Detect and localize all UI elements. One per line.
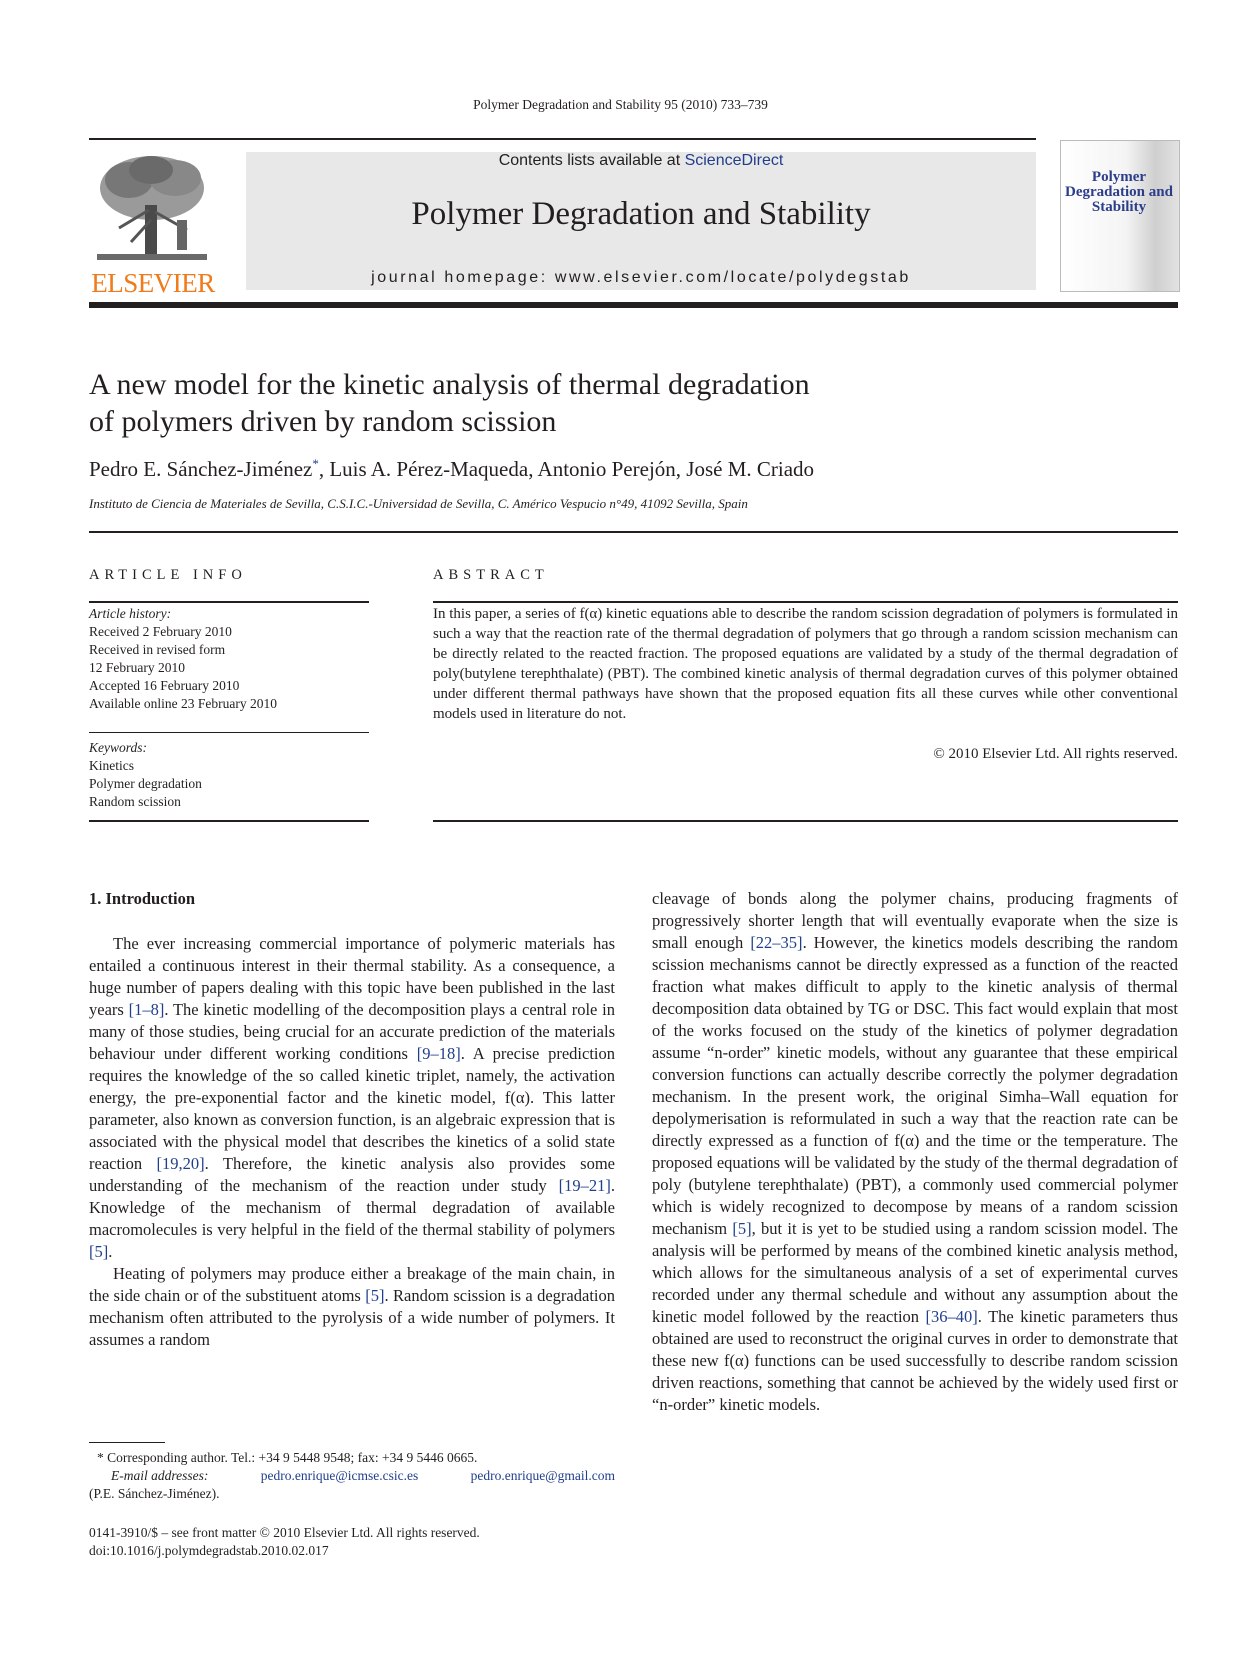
text-run: Heating of polymers may produce either a breakage of the main chain, in the side chain or of the substituent atoms	[89, 1264, 615, 1305]
text-run: The ever increasing commercial importance of polymeric materials has entailed a continuous interest in their thermal stability. As a consequence, a huge number of papers dealing with this topic have been published in the last years	[89, 934, 615, 1019]
body-column-left	[89, 933, 615, 1351]
journal-cover-image	[1060, 140, 1180, 292]
abstract-text: In this paper, a series of f(α) kinetic equations able to describe the random scission degradation of polymers is formulated in such a way that the reaction rate of the thermal degradation of polymers that go through a random scission mechanism can be directly related to the reacted fraction. The proposed equations are validated by a study of the thermal degradation of poly(butylene terephthalate) (PBT). The combined kinetic analysis of thermal degradation curves of this polymer obtained under different thermal pathways have shown that the proposed equation fits all these curves while other conventional models used in literature do not.	[433, 606, 1178, 722]
abstract-bottom-rule	[433, 820, 1178, 822]
citation-link[interactable]: [36–40]	[925, 1307, 978, 1326]
history-item: Received in revised form	[89, 642, 226, 657]
email-owner: (P.E. Sánchez-Jiménez).	[89, 1486, 220, 1501]
email-line	[89, 1467, 615, 1485]
elsevier-wordmark: ELSEVIER	[91, 268, 215, 298]
text-run: , but it is yet to be studied using a random scission model. The analysis will be performed by means of the combined kinetic analysis method, which allows for the simultaneous analysis of a set of experimental curves recorded under any thermal schedule and without any assumption about the kinetic model followed by the reaction	[652, 1219, 1178, 1326]
journal-homepage[interactable]: journal homepage: www.elsevier.com/locate/polydegstab	[371, 269, 911, 286]
abstract-copyright: © 2010 Elsevier Ltd. All rights reserved.	[933, 746, 1178, 762]
corresponding-mark[interactable]: *	[312, 456, 319, 471]
author-1: Pedro E. Sánchez-Jiménez	[89, 457, 313, 481]
header-thick-rule	[89, 302, 1178, 308]
contents-prefix: Contents lists available at	[498, 152, 685, 169]
history-item: Received 2 February 2010	[89, 624, 232, 639]
email-link-2[interactable]: pedro.enrique@gmail.com	[470, 1468, 615, 1483]
citation-link[interactable]: [5]	[732, 1219, 752, 1238]
intro-paragraph-1	[89, 933, 615, 1263]
intro-paragraph-2-cont	[652, 888, 1178, 1416]
keywords-label: Keywords:	[89, 740, 147, 755]
contents-line	[246, 152, 1036, 170]
author-list	[89, 456, 1189, 482]
intro-paragraph-2	[89, 1263, 615, 1351]
citation-link[interactable]: [9–18]	[416, 1044, 461, 1063]
article-info-rule	[89, 601, 369, 603]
article-info-heading: ARTICLE INFO	[89, 567, 247, 583]
text-run: cleavage of bonds along the polymer chains, producing fragments of progressively shorter length that will eventually evaporate when the size is small enough	[652, 889, 1178, 952]
article-title	[89, 366, 1089, 440]
keyword: Polymer degradation	[89, 776, 202, 791]
text-run: . Knowledge of the mechanism of thermal degradation of available macromolecules is very helpful in the field of the thermal stability of polymers	[89, 1176, 615, 1239]
title-line-1: A new model for the kinetic analysis of thermal degradation	[89, 368, 810, 401]
keyword: Random scission	[89, 794, 181, 809]
citation-link[interactable]: [19–21]	[558, 1176, 611, 1195]
header-rule	[89, 138, 1036, 140]
abstract-rule	[433, 601, 1178, 603]
running-head: Polymer Degradation and Stability 95 (2010) 733–739	[473, 97, 768, 112]
citation-link[interactable]: [5]	[89, 1242, 109, 1261]
text-run: . Therefore, the kinetic analysis also provides some understanding of the mechanism of the reaction under study	[89, 1154, 615, 1195]
keyword: Kinetics	[89, 758, 134, 773]
footnote-marker: *	[97, 1450, 104, 1465]
history-item: Accepted 16 February 2010	[89, 678, 240, 693]
text-run: . However, the kinetics models describing the random scission mechanisms cannot be directly expressed as a function of the reacted fraction what makes difficult to apply to the kinetic analysis of thermal decomposition data obtained by TG or DSC. This fact would explain that most of the works focused on the study of the kinetics of polymer degradation assume “n-order” kinetic models, without any guarantee that these empirical conversion functions can actually describe correctly the polymer degradation mechanism. In the present work, the original Simha–Wall equation for depolymerisation is reformulated in such a way that the reaction rate can be directly expressed as a function of f(α) and the time or the temperature. The proposed equations will be validated by the study of the thermal degradation of poly (butylene terephthalate) (PBT), a commonly used commercial polymer which is widely recognized to decompose by means of a random scission mechanism	[652, 933, 1178, 1238]
title-line-2: of polymers driven by random scission	[89, 405, 557, 438]
sciencedirect-link[interactable]: ScienceDirect	[684, 152, 784, 169]
citation-link[interactable]: [22–35]	[750, 933, 803, 952]
section-heading-introduction: 1. Introduction	[89, 889, 196, 908]
keywords	[89, 739, 369, 811]
history-item: 12 February 2010	[89, 660, 185, 675]
citation-link[interactable]: [19,20]	[156, 1154, 205, 1173]
abstract-heading: ABSTRACT	[433, 567, 549, 583]
citation-link[interactable]: [1–8]	[128, 1000, 165, 1019]
doi-line[interactable]: doi:10.1016/j.polymdegradstab.2010.02.017	[89, 1543, 329, 1558]
history-item: Available online 23 February 2010	[89, 696, 277, 711]
cover-title: Polymer Degradation and Stability	[1065, 169, 1173, 215]
text-run: . Random scission is a degradation mechanism often attributed to the pyrolysis of a wide number of polymers. It assumes a random	[89, 1286, 615, 1349]
email-label: E-mail addresses:	[111, 1468, 209, 1483]
text-run: . The kinetic parameters thus obtained are used to reconstruct the original curves in order to demonstrate that these new f(α) functions can be used successfully to describe random scission driven reactions, something that cannot be achieved by the widely used first or “n-order” kinetic models.	[652, 1307, 1178, 1414]
footnote-text: Corresponding author. Tel.: +34 9 5448 9548; fax: +34 9 5446 0665.	[103, 1450, 478, 1465]
journal-name: Polymer Degradation and Stability	[411, 196, 871, 232]
front-matter	[89, 1524, 689, 1560]
email-link-1[interactable]: pedro.enrique@icmse.csic.es	[260, 1468, 419, 1483]
citation-link[interactable]: [5]	[365, 1286, 385, 1305]
title-rule	[89, 531, 1178, 533]
other-authors: , Luis A. Pérez-Maqueda, Antonio Perejón, José M. Criado	[318, 457, 815, 481]
footnote	[89, 1449, 615, 1503]
affiliation: Instituto de Ciencia de Materiales de Sevilla, C.S.I.C.-Universidad de Sevilla, C. Américo Vespucio n°49, 41092 Sevilla, Spain	[89, 496, 748, 511]
keywords-rule	[89, 732, 369, 733]
text-run: . A precise prediction requires the knowledge of the so called kinetic triplet, namely, the activation energy, the pre-exponential factor and the kinetic model, f(α). This latter parameter, also known as conversion function, is an algebraic expression that is associated with the physical model that describes the kinetics of a solid state reaction	[89, 1044, 615, 1173]
issn-line: 0141-3910/$ – see front matter © 2010 Elsevier Ltd. All rights reserved.	[89, 1525, 480, 1540]
text-run: . The kinetic modelling of the decomposition plays a central role in many of those studies, being crucial for an accurate prediction of the materials behaviour under different working conditions	[89, 1000, 615, 1063]
footnote-rule	[89, 1442, 165, 1443]
history-label: Article history:	[89, 606, 172, 621]
body-column-right	[652, 888, 1178, 1416]
article-history	[89, 605, 369, 713]
corresponding-author-note	[89, 1449, 615, 1467]
text-run: .	[108, 1242, 113, 1261]
article-info-bottom-rule	[89, 820, 369, 822]
